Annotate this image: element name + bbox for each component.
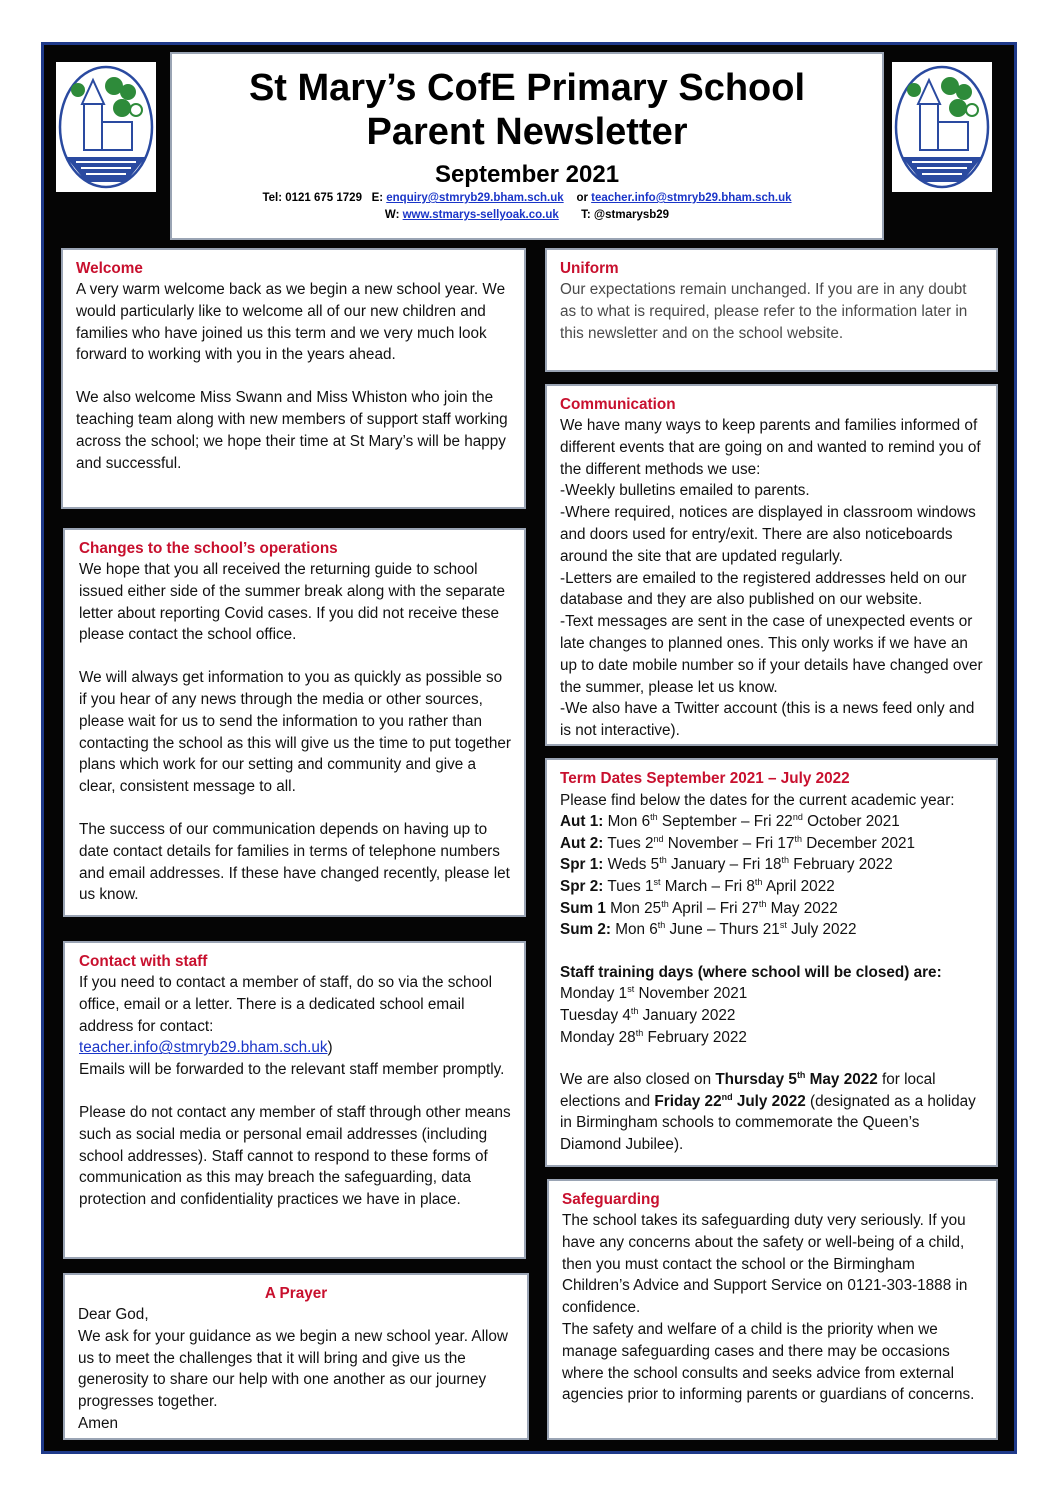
training-days-title: Staff training days (where school will be closed) are: xyxy=(560,963,942,981)
telephone: Tel: 0121 675 1729 xyxy=(262,192,362,204)
training-day: Monday 1st November 2021 xyxy=(560,984,748,1003)
term-aut2: Aut 2: Tues 2nd November – Fri 17th December 2021 xyxy=(560,833,916,852)
or-label: or xyxy=(576,192,588,204)
communication-item: -Weekly bulletins emailed to parents. xyxy=(560,482,810,500)
welcome-paragraph-2: We also welcome Miss Swann and Miss Whiston who join the teaching team along with new members of support staff working across the school; we hope their time at St Mary’s will be happy and successful. xyxy=(76,389,508,472)
uniform-body: Our expectations remain unchanged. If you are in any doubt as to what is required, please refer to the information later in this newsletter and on the school website. xyxy=(560,281,968,342)
prayer-closing: Amen xyxy=(78,1414,118,1432)
term-dates-intro: Please find below the dates for the current academic year: xyxy=(560,791,955,809)
enquiry-email-link[interactable]: enquiry@stmryb29.bham.sch.uk xyxy=(386,192,564,204)
school-crest-icon xyxy=(892,62,992,192)
training-day: Monday 28th February 2022 xyxy=(560,1027,747,1046)
contact-staff-section xyxy=(63,941,526,1259)
term-sum1: Sum 1 Mon 25th April – Fri 27th May 2022 xyxy=(560,898,838,917)
contact-staff-email-link[interactable]: teacher.info@stmryb29.bham.sch.uk xyxy=(79,1039,328,1057)
safeguarding-paragraph-1: The school takes its safeguarding duty very seriously. If you have any concerns about the safety or well-being of a child, then you must contact the school or the Birmingham Children’s Advice and Support Service on 0121-303-1888 in confidence. xyxy=(562,1212,968,1317)
web-label: W: xyxy=(384,209,400,221)
uniform-section xyxy=(545,248,998,372)
school-logo-right xyxy=(892,62,992,192)
term-sum2: Sum 2: Mon 6th June – Thurs 21st July 2022 xyxy=(560,920,857,939)
email-label: E: xyxy=(371,192,384,204)
contact-staff-title: Contact with staff xyxy=(79,953,208,970)
safeguarding-title: Safeguarding xyxy=(562,1191,660,1208)
twitter-handle: T: @stmarysb29 xyxy=(581,209,670,221)
communication-item: -Text messages are sent in the case of unexpected events or late changes to planned ones. This only works if we have an up to date mobile number so if your details have changed over the summer, please let us know. xyxy=(560,613,983,696)
closure-note: We are also closed on Thursday 5th May 2022 for local elections and Friday 22nd July 2022 (designated as a holiday in Birmingham schools to commemorate the Queen’s Diamond Jubilee). xyxy=(560,1070,976,1153)
newsletter-header xyxy=(170,52,884,240)
contact-line-1 xyxy=(172,190,882,207)
communication-section xyxy=(545,384,998,746)
operations-paragraph-2: We will always get information to you as quickly as possible so if you hear of any news through the media or other sources, please wait for us to send the information to you rather than contacting the school as this will give us the time to put together plans which work for our setting and community and give a clear, consistent message to all. xyxy=(79,669,511,796)
newsletter-title: Parent Newsletter xyxy=(366,111,688,153)
training-day: Tuesday 4th January 2022 xyxy=(560,1005,736,1024)
prayer-section xyxy=(63,1273,529,1440)
operations-paragraph-1: We hope that you all received the returning guide to school issued either side of the summer break along with the separate letter about reporting Covid cases. If you did not receive these please contact the school office. xyxy=(79,561,505,644)
school-name: St Mary’s CofE Primary School xyxy=(248,67,806,109)
website-link[interactable]: www.stmarys-sellyoak.co.uk xyxy=(402,209,559,221)
term-spr2: Spr 2: Tues 1st March – Fri 8th April 2022 xyxy=(560,876,835,895)
contact-staff-paragraph-1b: Emails will be forwarded to the relevant staff member promptly. xyxy=(79,1061,505,1079)
communication-intro: We have many ways to keep parents and families informed of different events that are going on and wanted to remind you of the different methods we use: xyxy=(560,417,981,478)
uniform-title: Uniform xyxy=(560,260,619,277)
communication-item: -Letters are emailed to the registered addresses held on our database and they are also published on our website. xyxy=(560,569,967,609)
communication-title: Communication xyxy=(560,396,676,413)
operations-title: Changes to the school’s operations xyxy=(79,540,338,557)
teacher-email-link[interactable]: teacher.info@stmryb29.bham.sch.uk xyxy=(591,192,792,204)
communication-item: -We also have a Twitter account (this is a news feed only and is not interactive). xyxy=(560,700,975,740)
term-aut1: Aut 1: Mon 6th September – Fri 22nd October 2021 xyxy=(560,812,900,831)
contact-staff-email-line: teacher.info@stmryb29.bham.sch.uk) xyxy=(79,1039,333,1057)
prayer-greeting: Dear God, xyxy=(78,1306,149,1323)
prayer-title: A Prayer xyxy=(264,1285,328,1302)
contact-staff-paragraph-1: If you need to contact a member of staff, do so via the school office, email or a letter. There is a dedicated school email address for contact: xyxy=(79,974,492,1035)
term-dates-title: Term Dates September 2021 – July 2022 xyxy=(560,770,850,787)
welcome-title: Welcome xyxy=(76,260,143,277)
school-logo-left xyxy=(56,62,156,192)
welcome-paragraph-1: A very warm welcome back as we begin a new school year. We would particularly like to welcome all of our new children and families who have joined us this term and we very much look forward to working with you in the years ahead. xyxy=(76,281,506,364)
prayer-body: We ask for your guidance as we begin a new school year. Allow us to meet the challenges that it will bring and give us the generosity to share our help with one another as our journey progresses together. xyxy=(78,1327,508,1411)
contact-line-2 xyxy=(172,207,882,224)
safeguarding-paragraph-2: The safety and welfare of a child is the priority when we manage safeguarding cases and there may be occasions where the school consults and seeks advice from external agencies prior to informing parents or guardians of concerns. xyxy=(562,1320,975,1404)
operations-section xyxy=(63,528,526,917)
contact-staff-paragraph-2: Please do not contact any member of staff through other means such as social media or personal email addresses (including school addresses). Staff cannot to respond to these forms of communication as this may breach the safeguarding, data protection and confidentiality practices we have in place. xyxy=(79,1103,511,1209)
term-spr1: Spr 1: Weds 5th January – Fri 18th February 2022 xyxy=(560,855,893,874)
term-dates-section xyxy=(545,758,998,1167)
operations-paragraph-3: The success of our communication depends on having up to date contact details for families in terms of telephone numbers and email addresses. If these have changed recently, please let us know. xyxy=(79,820,510,904)
communication-item: -Where required, notices are displayed in classroom windows and doors used for entry/exit. There are also noticeboards around the site that are updated regularly. xyxy=(560,504,976,565)
school-crest-icon xyxy=(56,62,156,192)
welcome-section xyxy=(61,248,526,509)
issue-date: September 2021 xyxy=(434,161,620,188)
safeguarding-section xyxy=(547,1179,998,1440)
